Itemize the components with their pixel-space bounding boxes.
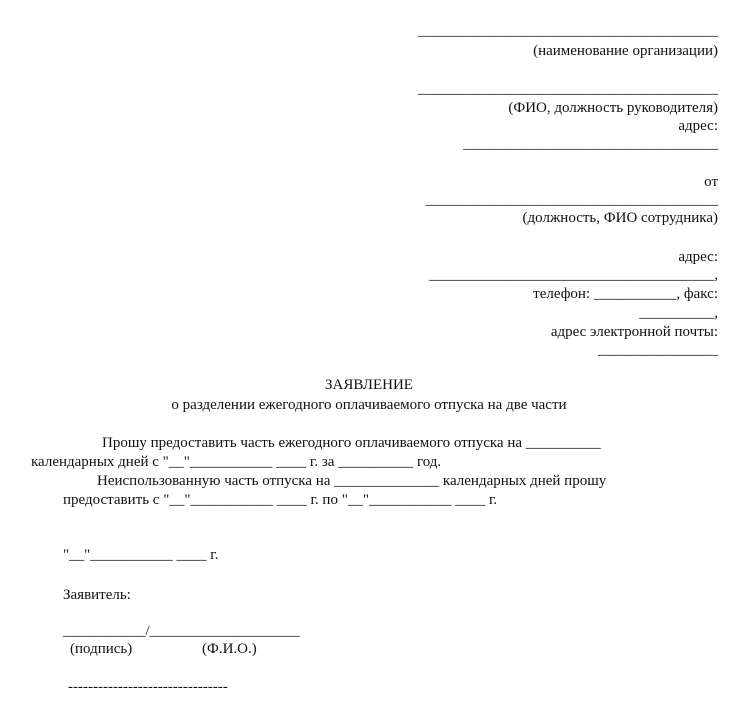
address2-label: адрес:	[678, 249, 718, 265]
from-label: от	[704, 174, 718, 190]
phone-fax-line: телефон: ___________, факс:	[533, 286, 718, 302]
head-caption: (ФИО, должность руководителя)	[508, 100, 718, 116]
body-line-2: календарных дней с "__"___________ ____ г. за __________ год.	[31, 454, 442, 470]
signature-caption: (подпись)	[70, 641, 133, 657]
document-subtitle: о разделении ежегодного оплачиваемого отпуска на две части	[171, 397, 567, 413]
head-line: ________________________________________	[418, 81, 718, 97]
employee-caption: (должность, ФИО сотрудника)	[522, 210, 718, 226]
fio-caption: (Ф.И.О.)	[202, 641, 257, 657]
organization-line: ________________________________________	[418, 23, 718, 39]
email-label: адрес электронной почты:	[550, 324, 718, 340]
signature-line: ___________/____________________	[63, 623, 300, 639]
address2-line: ______________________________________,	[429, 267, 718, 283]
date-line: "__"___________ ____ г.	[63, 547, 219, 563]
address-line: __________________________________	[463, 136, 718, 152]
fax-line: __________,	[639, 305, 718, 321]
body-line-4: предоставить с "__"___________ ____ г. по "__"___________ ____ г.	[63, 492, 498, 508]
applicant-label: Заявитель:	[63, 587, 131, 603]
document-title: ЗАЯВЛЕНИЕ	[325, 377, 413, 393]
body-line-1: Прошу предоставить часть ежегодного оплачиваемого отпуска на __________	[102, 435, 601, 451]
email-line: ________________	[598, 342, 718, 358]
body-line-3: Неиспользованную часть отпуска на ______________ календарных дней прошу	[97, 473, 607, 489]
from-line: _______________________________________	[425, 192, 718, 208]
organization-caption: (наименование организации)	[533, 43, 718, 59]
bottom-dashes: --------------------------------	[68, 679, 228, 695]
address-label: адрес:	[678, 118, 718, 134]
